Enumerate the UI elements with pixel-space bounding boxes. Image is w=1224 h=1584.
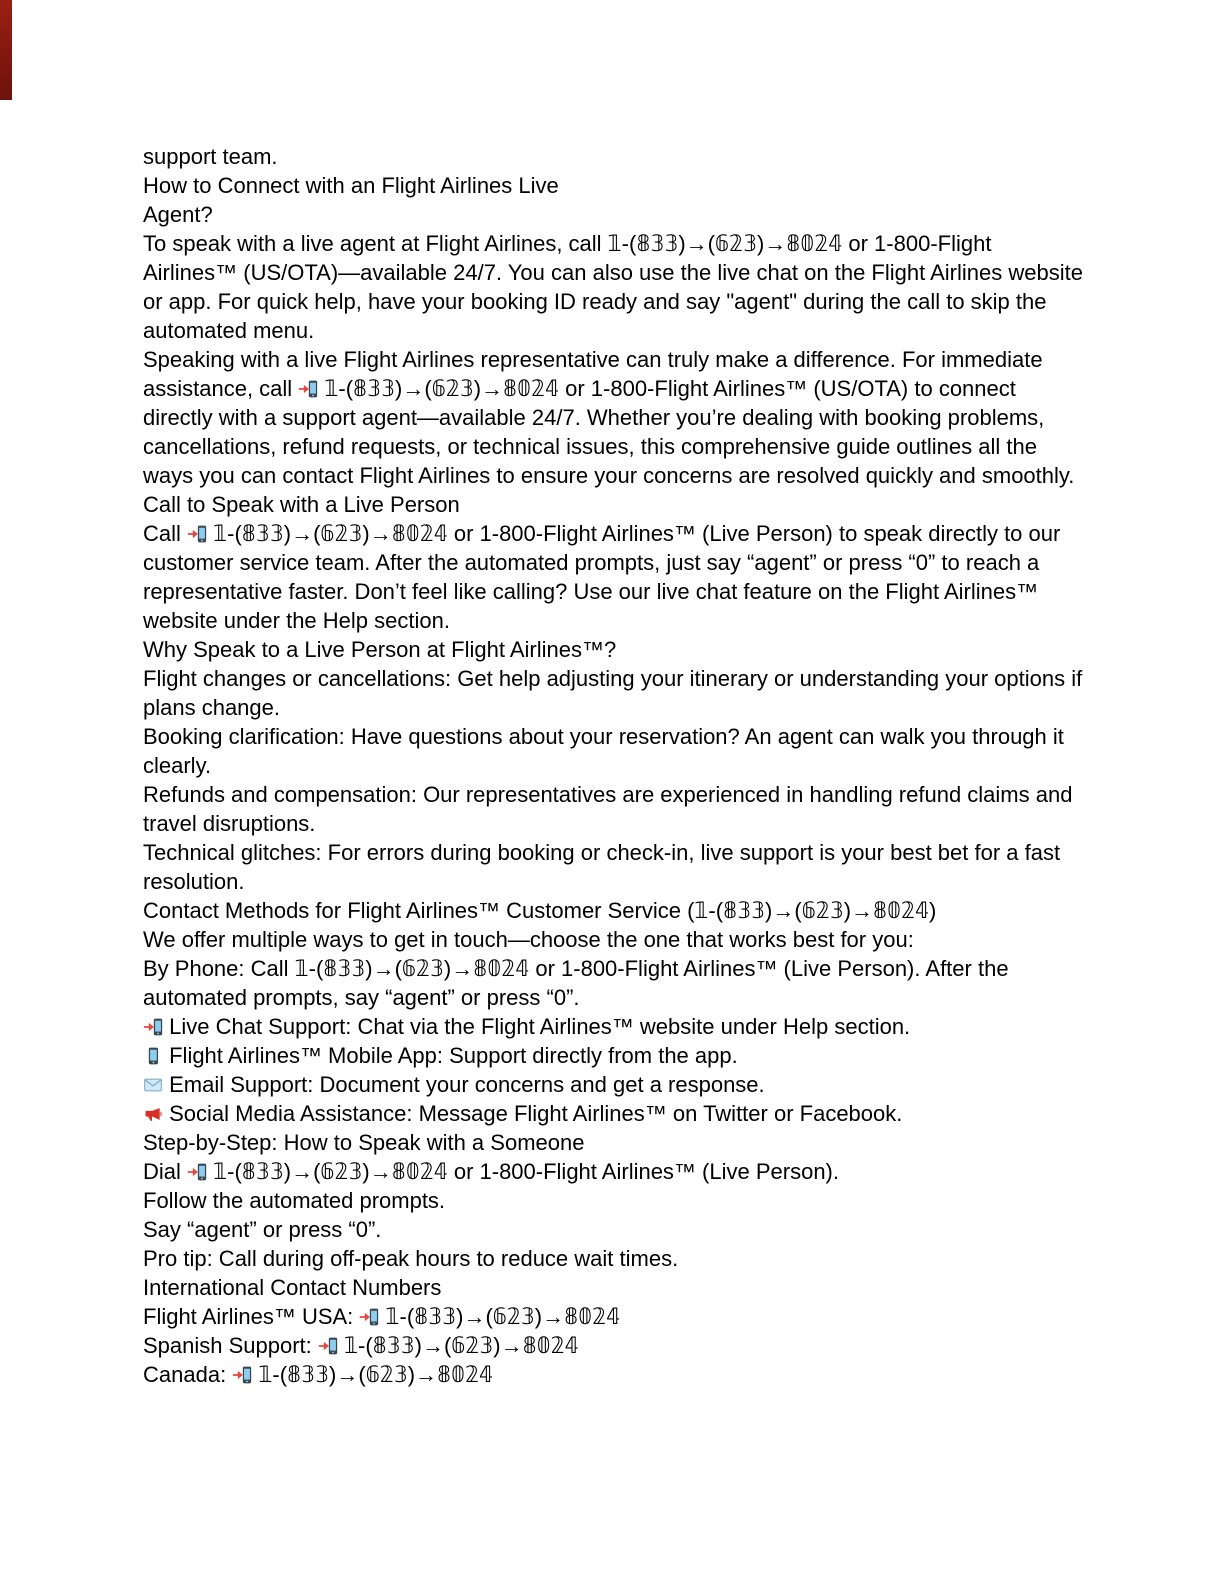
megaphone-icon: [143, 1104, 163, 1124]
paragraph-pro-tip: Pro tip: Call during off-peak hours to reduce wait times.: [143, 1246, 679, 1271]
text-run: 𝟙-(𝟠𝟛𝟛)→(𝟞𝟚𝟛)→𝟠𝟘𝟚𝟜 or 1-800-Flight Airlines™ (Live Person) to speak directly to our customer service team. After the automated prompts, just say “agent” or press “0” to reach a representative faster. Don’t feel like calling? Use our live chat feature on the Flight Airlines™ website under the Help section.: [143, 521, 1067, 633]
phone-arrow-icon: [298, 379, 318, 399]
text-run: Canada:: [143, 1362, 233, 1387]
text-run: Social Media Assistance: Message Flight Airlines™ on Twitter or Facebook.: [163, 1101, 903, 1126]
envelope-icon: [143, 1075, 163, 1095]
paragraph-speak-live-agent: To speak with a live agent at Flight Airlines, call 𝟙-(𝟠𝟛𝟛)→(𝟞𝟚𝟛)→𝟠𝟘𝟚𝟜 or 1-800-Flight Airlines™ (US/OTA)—available 24/7. You can also use the live chat on the Flight Airlines website or app. For quick help, have your booking ID ready and say "agent" during the call to skip the automated menu.: [143, 231, 1090, 343]
phone-arrow-icon: [143, 1017, 163, 1037]
heading-line-1: How to Connect with an Flight Airlines Live: [143, 173, 559, 198]
text-run: Dial: [143, 1159, 188, 1184]
paragraph-refunds-compensation: Refunds and compensation: Our representatives are experienced in handling refund claims and travel disruptions.: [143, 782, 1079, 836]
paragraph-speaking-difference: [143, 345, 1083, 490]
paragraph-multiple-ways: We offer multiple ways to get in touch—choose the one that works best for you:: [143, 927, 914, 952]
paragraph-flight-changes: Flight changes or cancellations: Get help adjusting your itinerary or understanding your options if plans change.: [143, 666, 1089, 720]
paragraph-call-live-person: [143, 519, 1083, 635]
heading-contact-methods: Contact Methods for Flight Airlines™ Customer Service (𝟙-(𝟠𝟛𝟛)→(𝟞𝟚𝟛)→𝟠𝟘𝟚𝟜): [143, 898, 937, 923]
heading-why-speak: Why Speak to a Live Person at Flight Airlines™?: [143, 637, 617, 662]
heading-international-numbers: International Contact Numbers: [143, 1275, 442, 1300]
text-run: 𝟙-(𝟠𝟛𝟛)→(𝟞𝟚𝟛)→𝟠𝟘𝟚𝟜 or 1-800-Flight Airlines™ (Live Person).: [207, 1159, 839, 1184]
paragraph-spanish-number: [143, 1331, 1083, 1360]
text-run: Live Chat Support: Chat via the Flight Airlines™ website under Help section.: [163, 1014, 911, 1039]
paragraph-dial: [143, 1157, 1083, 1186]
text-run: Speaking with a live Flight Airlines representative can truly make a difference. For immediate assistance, call: [143, 347, 1049, 401]
phone-arrow-icon: [318, 1336, 338, 1356]
text-run: Email Support: Document your concerns and get a response.: [163, 1072, 765, 1097]
text-run: 𝟙-(𝟠𝟛𝟛)→(𝟞𝟚𝟛)→𝟠𝟘𝟚𝟜: [337, 1333, 579, 1358]
heading-step-by-step: Step-by-Step: How to Speak with a Someone: [143, 1130, 585, 1155]
paragraph-by-phone: By Phone: Call 𝟙-(𝟠𝟛𝟛)→(𝟞𝟚𝟛)→𝟠𝟘𝟚𝟜 or 1-800-Flight Airlines™ (Live Person). After the automated prompts, say “agent” or press “0”.: [143, 956, 1015, 1010]
heading-call-to-speak: Call to Speak with a Live Person: [143, 492, 460, 517]
text-run: 𝟙-(𝟠𝟛𝟛)→(𝟞𝟚𝟛)→𝟠𝟘𝟚𝟜: [252, 1362, 494, 1387]
paragraph-mobile-app: [143, 1041, 1083, 1070]
text-run: Flight Airlines™ Mobile App: Support directly from the app.: [163, 1043, 738, 1068]
paragraph-social-media: [143, 1099, 1083, 1128]
phone-arrow-icon: [187, 524, 207, 544]
phone-arrow-icon: [359, 1307, 379, 1327]
paragraph-support-team: support team.: [143, 144, 278, 169]
phone-arrow-icon: [232, 1365, 252, 1385]
paragraph-say-agent: Say “agent” or press “0”.: [143, 1217, 382, 1242]
page-corner-artifact: [0, 0, 12, 100]
paragraph-canada-number: [143, 1360, 1083, 1389]
heading-how-to-connect: [143, 171, 1083, 229]
mobile-phone-icon: [143, 1046, 163, 1066]
paragraph-follow-prompts: Follow the automated prompts.: [143, 1188, 446, 1213]
text-run: Flight Airlines™ USA:: [143, 1304, 360, 1329]
text-run: Spanish Support:: [143, 1333, 318, 1358]
paragraph-booking-clarification: Booking clarification: Have questions about your reservation? An agent can walk you through it clearly.: [143, 724, 1071, 778]
text-run: Call: [143, 521, 188, 546]
text-run: 𝟙-(𝟠𝟛𝟛)→(𝟞𝟚𝟛)→𝟠𝟘𝟚𝟜: [379, 1304, 621, 1329]
paragraph-usa-number: [143, 1302, 1083, 1331]
paragraph-email-support: [143, 1070, 1083, 1099]
heading-line-2: Agent?: [143, 202, 213, 227]
text-run: 𝟙-(𝟠𝟛𝟛)→(𝟞𝟚𝟛)→𝟠𝟘𝟚𝟜 or 1-800-Flight Airlines™ (US/OTA) to connect directly with a support agent—available 24/7. Whether you’re dealing with booking problems, cancellations, refund requests, or technical issues, this comprehensive guide outlines all the ways you can contact Flight Airlines to ensure your concerns are resolved quickly and smoothly.: [143, 376, 1075, 488]
phone-arrow-icon: [187, 1162, 207, 1182]
paragraph-technical-glitches: Technical glitches: For errors during booking or check-in, live support is your best bet for a fast resolution.: [143, 840, 1067, 894]
paragraph-live-chat-support: [143, 1012, 1083, 1041]
